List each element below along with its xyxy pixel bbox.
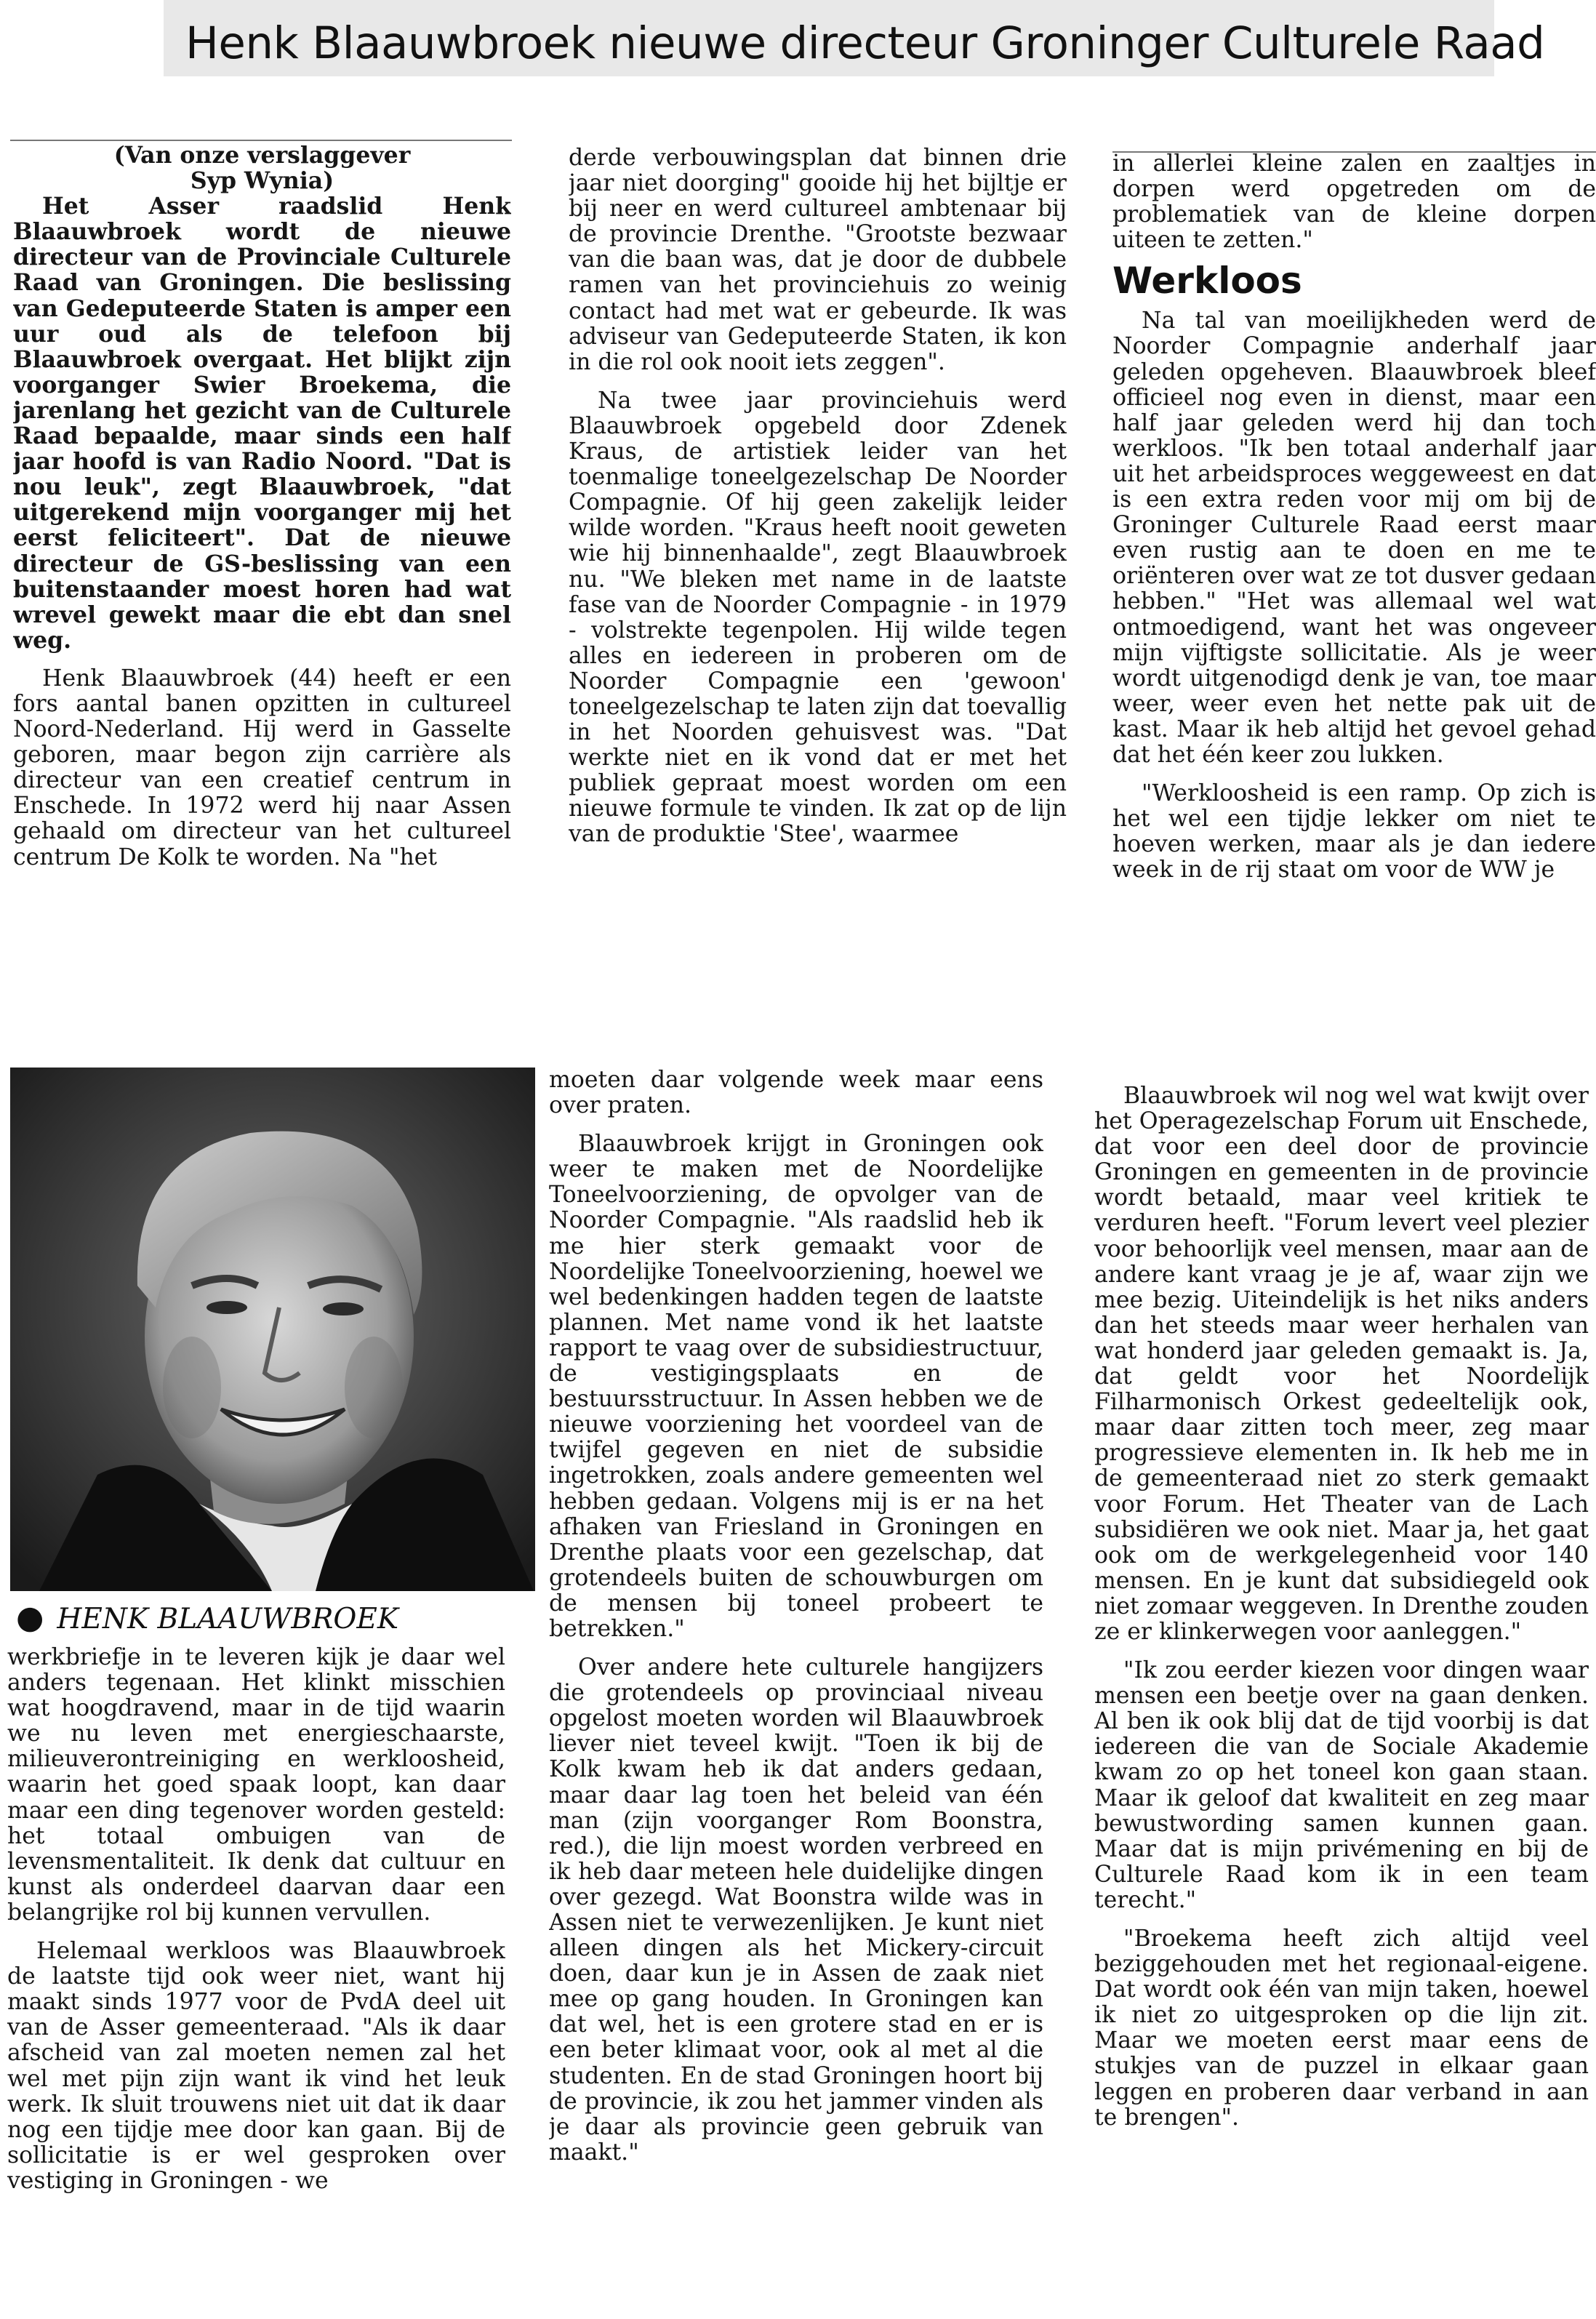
lead-paragraph: Het Asser raadslid Henk Blaauwbroek wordt de nieuwe directeur van de Provinciale Culturele Raad van Groningen. Die beslissing van Gedeputeerde Staten is amper een uur oud als de telefoon bij Blaauwbroek overgaat. Het blijkt zijn voorganger Swier Broekema, die jarenlang het gezicht van de Culturele Raad bepaalde, maar sinds een half jaar hoofd is van Radio Noord. "Dat is nou leuk", zegt Blaauwbroek, "dat uitgerekend mijn voorganger mij het eerst feliciteert". Dat de nieuwe directeur de GS-beslissing van een buitenstaander moest horen had wat wrevel gewekt maar die ebt dan snel weg. [13, 193, 511, 654]
article-column-3-bottom [1094, 1084, 1589, 2317]
body-paragraph: "Ik zou eerder kiezen voor dingen waar mensen een beetje over na gaan denken. Al ben ik ook blij dat de tijd voorbij is dat iedereen die van de Sociale Akademie kwam zo op het toneel kon gaan staan. Maar ik geloof dat kwaliteit en zeg maar bewustwording samen kunnen gaan. Maar dat is mijn privémening en bij de Culturele Raad kom ik in een team terecht." [1094, 1657, 1589, 1913]
subheading-werkloos: Werkloos [1112, 260, 1302, 303]
photo-caption [16, 1596, 525, 1641]
body-paragraph: Blaauwbroek krijgt in Groningen ook weer te maken met de Noordelijke Toneelvoorziening, de opvolger van de Noorder Compagnie. "Als raadslid heb ik me hier sterk gemaakt voor de Noordelijke Toneelvoorziening, hoewel we wel bedenkingen hadden tegen de laatste plannen. Met name vond ik het laatste rapport te vaag over de subsidiestructuur, de vestigingsplaats en de bestuursstructuur. In Assen hebben we de nieuwe voorziening het voordeel van de twijfel gegeven en niet de subsidie ingetrokken, zoals andere gemeenten wel hebben gedaan. Volgens mij is er na het afhaken van Friesland in Groningen en Drenthe plaats voor een gezelschap, dat grotendeels buiten de schouwburgen om de mensen bij toneel probeert te betrekken." [549, 1131, 1043, 1642]
article-column-2-top [569, 145, 1067, 971]
caption-text: HENK BLAAUWBROEK [57, 1603, 398, 1635]
byline-line-2: Syp Wynia) [190, 167, 334, 195]
body-paragraph: Na tal van moeilijkheden werd de Noorder Compagnie anderhalf jaar geleden opgeheven. Blaauwbroek bleef officieel nog even in dienst, maar een half jaar geleden werd hij dan toch werkloos. "Ik ben totaal anderhalf jaar uit het arbeidsproces weggeweest en dat is een extra reden voor mij om bij de Groninger Culturele Raad eerst maar even rustig aan te doen en me te oriënteren over wat ze tot dusver gedaan hebben." "Het was allemaal wel wat ontmoedigend, want het was ongeveer mijn vijftigste sollicitatie. Als je weer wordt uitgenodigd denk je van, toe maar weer, weer even het nette pak uit de kast. Maar ik heb altijd het gevoel gehad dat het één keer zou lukken. [1112, 308, 1596, 768]
body-paragraph: Blaauwbroek wil nog wel wat kwijt over het Operagezelschap Forum uit Enschede, dat voor een deel door de provincie Groningen en gemeenten in de provincie wordt betaald, maar veel kritiek te verduren heeft. "Forum levert veel plezier voor behoorlijk veel mensen, maar aan de andere kant vraag je je af, waar zijn we mee bezig. Uiteindelijk is het niks anders dan het steeds maar weer herhalen van wat honderd jaar geleden gemaakt is. Ja, dat geldt voor het Noordelijk Filharmonisch Orkest gedeeltelijk ook, maar daar zitten toch meer, zeg maar progressieve elementen in. Ik heb me in de gemeenteraad niet zo sterk gemaakt voor Forum. Het Theater van de Lach subsidiëren we ook niet. Maar ja, het gaat ook om de werkgelegenheid voor 140 mensen. En je kunt dat subsidiegeld ook niet zomaar weggeven. In Drenthe zouden ze er klinkerwegen voor aanleggen." [1094, 1084, 1589, 1645]
article-column-1-bottom [7, 1645, 505, 2318]
headline: Henk Blaauwbroek nieuwe directeur Groninger Culturele Raad [185, 17, 1545, 69]
article-column-2-bottom [549, 1068, 1043, 2317]
article-column-3-top [1112, 151, 1596, 973]
body-paragraph: moeten daar volgende week maar eens over praten. [549, 1068, 1043, 1119]
byline-line-1: (Van onze verslaggever [113, 143, 411, 169]
column-rule [10, 140, 512, 141]
body-paragraph: "Werkloosheid is een ramp. Op zich is het wel een tijdje lekker om niet te hoeven werken, maar als je dan iedere week in de rij staat om voor de WW je [1112, 780, 1596, 884]
body-paragraph: derde verbouwingsplan dat binnen drie jaar niet doorging" gooide hij het bijltje er bij neer en werd cultureel ambtenaar bij de provincie Drenthe. "Grootste bezwaar van die baan was, dat je door de dubbele ramen van het provinciehuis zo weinig contact had met wat er gebeurde. Ik was adviseur van Gedeputeerde Staten, ik kon in die rol ook nooit iets zeggen". [569, 145, 1067, 375]
body-paragraph: in allerlei kleine zalen en zaaltjes in dorpen werd opgetreden om de problematiek van de kleine dorpen uiteen te zetten." [1112, 151, 1596, 254]
bullet-icon: ● [16, 1599, 44, 1636]
body-paragraph: Na twee jaar provinciehuis werd Blaauwbroek opgebeld door Zdenek Kraus, de artistiek leider van het toenmalige toneelgezelschap De Noorder Compagnie. Of hij geen zakelijk leider wilde worden. "Kraus heeft nooit geweten wie hij binnenhaalde", zegt Blaauwbroek nu. "We bleken met name in de laatste fase van de Noorder Compagnie - in 1979 - volstrekte tegenpolen. Hij wilde tegen alles en iedereen in proberen om de Noorder Compagnie een 'gewoon' toneelgezelschap te laten zijn dat toevallig in het Noorden gehuisvest was. "Dat werkte niet en ik vond dat er met het publiek gepraat moest worden om een nieuwe formule te vinden. Ik zat op de lijn van de produktie 'Stee', waarmee [569, 387, 1067, 848]
body-paragraph: "Broekema heeft zich altijd veel beziggehouden met het regionaal-eigene. Dat wordt ook één van mijn taken, hoewel ik niet zo uitgesproken op die lijn zit. Maar we moeten eerst maar eens de stukjes van de puzzel in elkaar gaan leggen en proberen daar verband in aan te brengen". [1094, 1926, 1589, 2131]
body-paragraph: Over andere hete culturele hangijzers die grotendeels op provinciaal niveau opgelost moeten worden wil Blaauwbroek liever niet teveel kwijt. "Toen ik bij de Kolk kwam heb ik dat anders gedaan, maar daar lag toen het beleid van één man (zijn voorganger Rom Boonstra, red.), die lijn moest worden verbreed en ik heb daar meteen hele duidelijke dingen over gezegd. Wat Boonstra wilde was in Assen niet te verwezenlijken. Je kunt niet alleen dingen als het Mickery-circuit doen, daar kun je in Assen de zaak niet mee op gang houden. In Groningen kan dat wel, het is een grotere stad en er is een beter klimaat voor, ook al met al die studenten. En de stad Groningen hoort bij de provincie, ik zou het jammer vinden als je daar als provincie geen gebruik van maakt." [549, 1654, 1043, 2166]
portrait-photo [10, 1068, 535, 1591]
body-paragraph: werkbriefje in te leveren kijk je daar wel anders tegenaan. Het klinkt misschien wat hoogdravend, maar in de tijd waarin we nu leven met energieschaarste, milieuverontreiniging en werkloosheid, waarin het goed spaak loopt, kan daar maar een ding tegenover worden gesteld: het totaal ombuigen van de levensmentaliteit. Ik denk dat cultuur en kunst als onderdeel daarvan daar een belangrijke rol bij kunnen vervullen. [7, 1645, 505, 1926]
portrait-image [10, 1068, 535, 1591]
body-paragraph: Helemaal werkloos was Blaauwbroek de laatste tijd ook weer niet, want hij maakt sinds 1977 voor de PvdA deel uit van de Asser gemeenteraad. "Als ik daar afscheid van zal moeten nemen zal het wel met pijn zijn want ik vind het leuk werk. Ik sluit trouwens niet uit dat ik daar nog een tijdje mee door kan gaan. Bij de sollicitatie is er wel gesproken over vestiging in Groningen - we [7, 1938, 505, 2194]
body-paragraph: Henk Blaauwbroek (44) heeft er een fors aantal banen opzitten in cultureel Noord-Nederland. Hij werd in Gasselte geboren, maar begon zijn carrière als directeur van een creatief centrum in Enschede. In 1972 werd hij naar Assen gehaald om directeur van het cultureel centrum De Kolk te worden. Na "het [13, 665, 511, 870]
article-column-1-top [13, 143, 511, 968]
